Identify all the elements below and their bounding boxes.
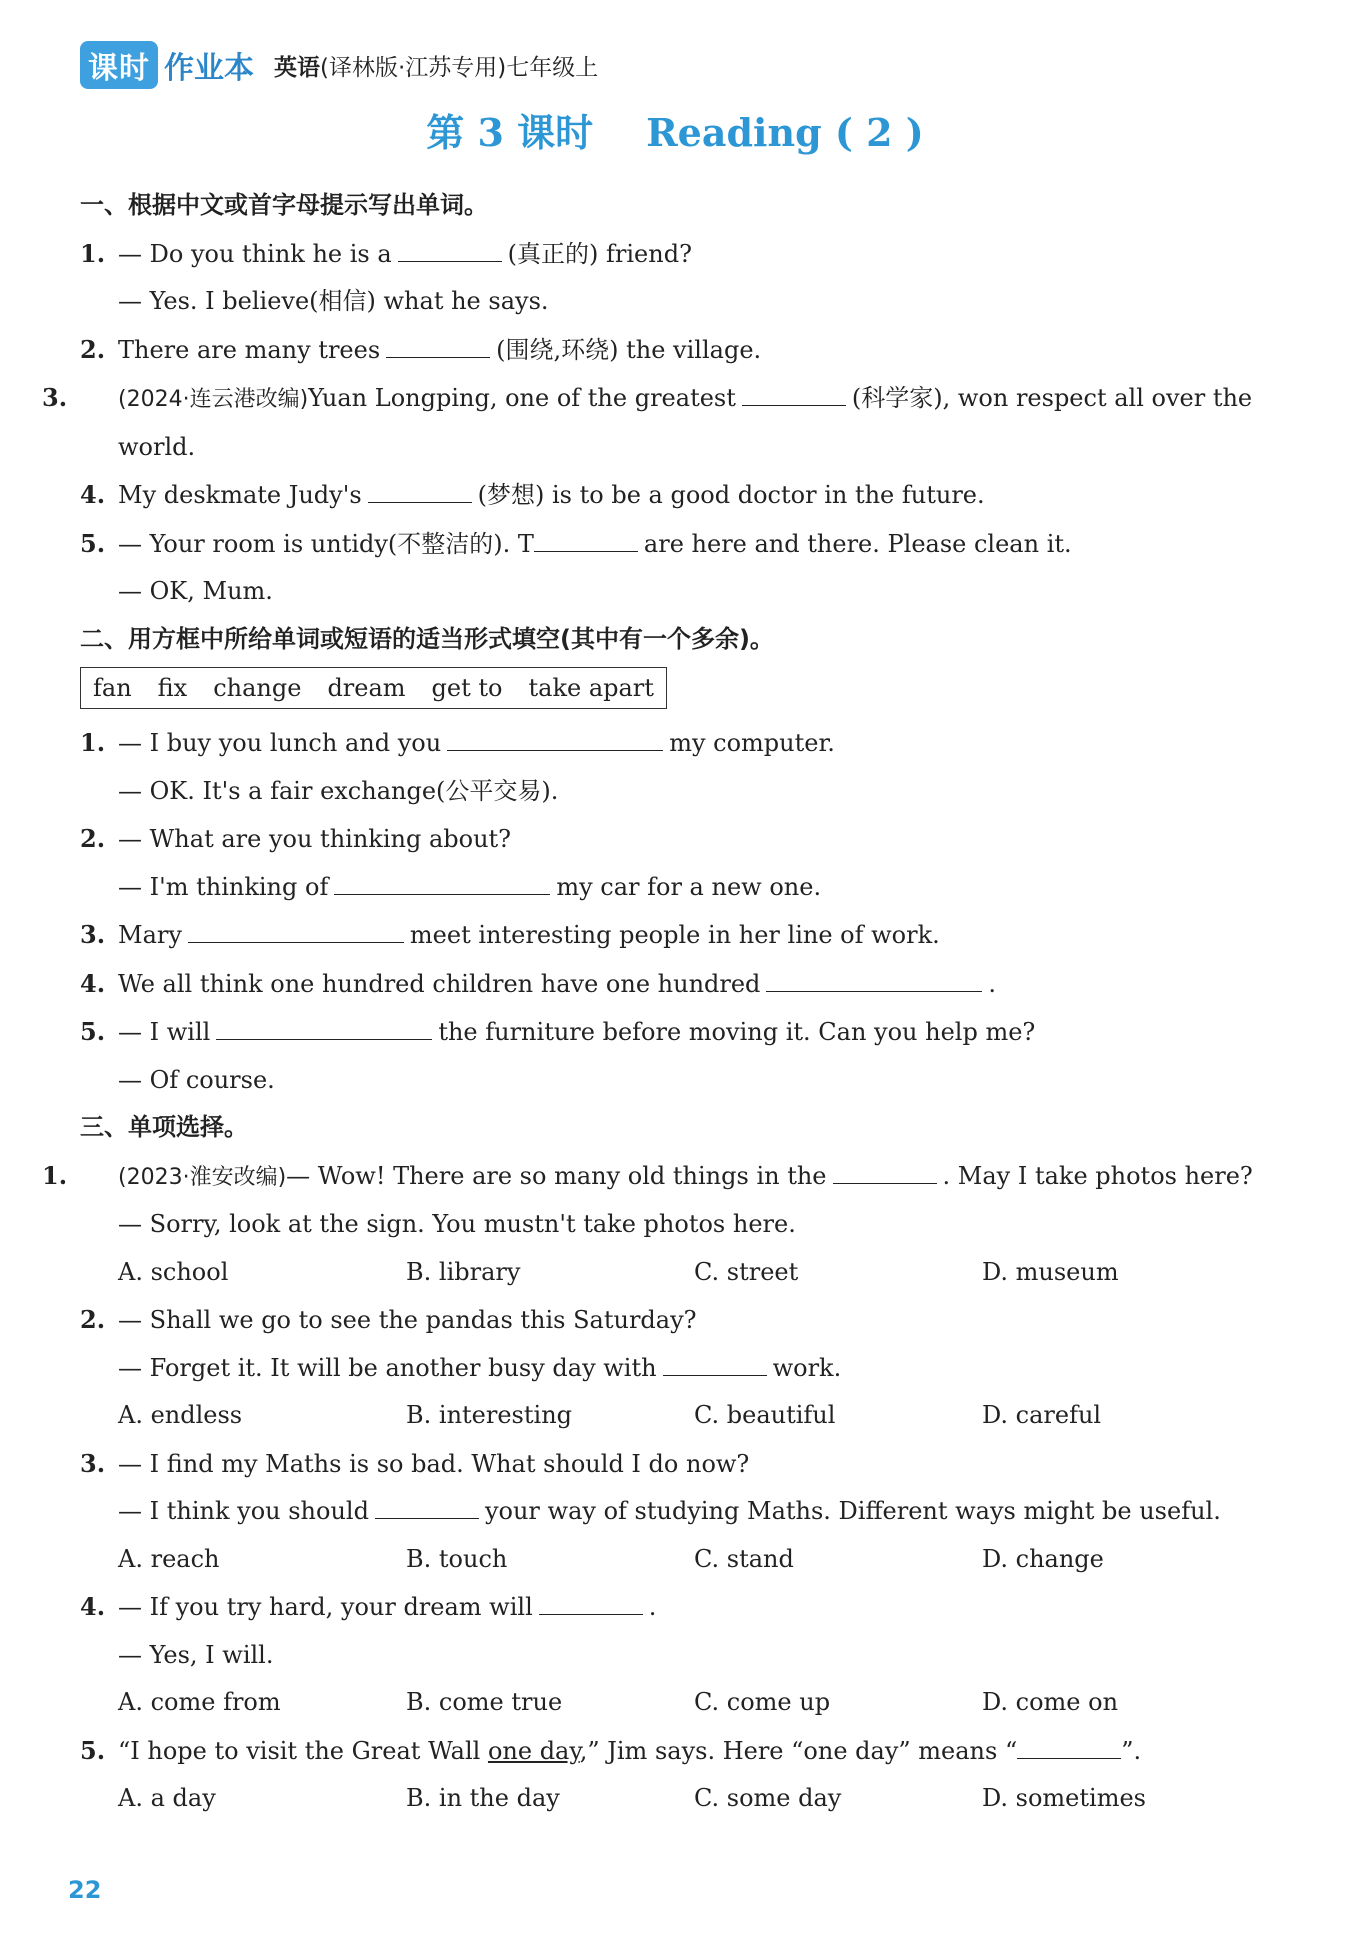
logo-text: 作业本 (164, 51, 254, 86)
question-number: 2. (80, 1305, 106, 1334)
question-text: (梦想) is to be a good doctor in the future. (477, 481, 985, 509)
question-text: ,” Jim says. Here “one day” means “ (579, 1736, 1018, 1765)
answer-blank[interactable] (663, 1349, 767, 1376)
s3-q1-reply: — Sorry, look at the sign. You mustn't take photos here. (118, 1210, 796, 1238)
s3-q2 (80, 1296, 1275, 1345)
s1-q5 (80, 520, 1275, 569)
word-item: get to (431, 674, 503, 702)
word-item: fix (157, 674, 188, 702)
section2-heading: 二、用方框中所给单词或短语的适当形式填空(其中有一个多余)。 (80, 624, 774, 653)
answer-blank[interactable] (447, 724, 663, 751)
question-number: 5. (80, 1017, 106, 1046)
question-number: 1. (80, 238, 106, 268)
s1-q1-reply: — Yes. I believe(相信) what he says. (118, 287, 549, 315)
s2-q5-reply: — Of course. (118, 1065, 275, 1094)
question-number: 3. (42, 383, 68, 412)
edition: (译林版·江苏专用)七年级上 (320, 54, 599, 81)
answer-blank[interactable] (216, 1013, 432, 1040)
question-text: — I'm thinking of (118, 872, 329, 901)
question-text: — I will (118, 1018, 211, 1046)
s2-q2 (80, 815, 1275, 864)
option-c[interactable]: C. stand (694, 1544, 794, 1573)
book-logo (80, 41, 254, 89)
s3-q4-reply: — Yes, I will. (118, 1640, 274, 1669)
answer-blank[interactable] (742, 379, 846, 406)
s2-q4 (80, 960, 1275, 1009)
option-d[interactable]: D. change (982, 1544, 1104, 1573)
word-item: take apart (528, 674, 654, 702)
word-item: dream (327, 674, 406, 702)
question-text: my car for a new one. (556, 872, 822, 901)
question-text: are here and there. Please clean it. (643, 529, 1072, 558)
question-number: 4. (80, 1592, 106, 1621)
option-d[interactable]: D. come on (982, 1688, 1119, 1716)
question-text: Yuan Longping, one of the greatest (308, 384, 736, 412)
question-text: — Wow! There are so many old things in the (286, 1161, 827, 1190)
option-a[interactable]: A. endless (118, 1401, 243, 1429)
s3-q5 (80, 1727, 1275, 1776)
question-text: . (988, 969, 997, 998)
question-number: 4. (80, 480, 106, 509)
s3-q1 (42, 1152, 1275, 1202)
option-a[interactable]: A. school (118, 1257, 229, 1286)
s1-q3 (42, 374, 1275, 471)
question-text: the furniture before moving it. Can you help me? (438, 1018, 1036, 1046)
answer-blank[interactable] (368, 476, 472, 503)
s3-q3-line2 (80, 1488, 1275, 1536)
subject: 英语 (274, 54, 320, 81)
word-box (80, 667, 667, 709)
question-number: 5. (80, 528, 106, 558)
option-d[interactable]: D. careful (982, 1401, 1102, 1429)
question-text: my computer. (669, 729, 835, 757)
option-a[interactable]: A. come from (118, 1688, 281, 1716)
logo-box: 课时 (80, 41, 158, 89)
answer-blank[interactable] (1017, 1732, 1121, 1759)
question-text: work. (772, 1353, 842, 1382)
question-text: (围绕,环绕) the village. (496, 335, 762, 364)
s2-q2-line2 (80, 864, 1275, 912)
question-text: (科学家), won respect all over the world. (118, 384, 1253, 461)
answer-blank[interactable] (766, 965, 982, 992)
question-number: 3. (80, 1448, 106, 1478)
book-info (274, 49, 598, 82)
word-box-row (80, 663, 1275, 719)
section1-heading: 一、根据中文或首字母提示写出单词。 (80, 191, 488, 219)
page-header (80, 42, 598, 88)
question-number: 1. (42, 1160, 68, 1190)
question-text: My deskmate Judy's (118, 481, 362, 509)
question-text: — If you try hard, your dream will (118, 1593, 533, 1621)
worksheet-content (42, 182, 1275, 1823)
option-c[interactable]: C. street (694, 1257, 799, 1286)
question-number: 5. (80, 1735, 106, 1765)
s1-q2 (80, 326, 1275, 375)
s3-q4-options (80, 1679, 1275, 1727)
s2-q1-reply: — OK. It's a fair exchange(公平交易). (118, 776, 559, 805)
option-c[interactable]: C. some day (694, 1784, 842, 1812)
s2-q1 (80, 719, 1275, 768)
question-text: — I find my Maths is so bad. What should I do now? (118, 1449, 750, 1478)
answer-blank[interactable] (375, 1492, 479, 1519)
s1-q5-reply: — OK, Mum. (118, 577, 273, 605)
s3-q1-options (80, 1249, 1275, 1297)
source-note: (2023·淮安改编) (118, 1164, 287, 1190)
question-text: — Forget it. It will be another busy day with (118, 1353, 657, 1382)
question-text: — Do you think he is a (118, 239, 392, 268)
option-a[interactable]: A. reach (118, 1544, 220, 1573)
question-text: meet interesting people in her line of work. (409, 921, 940, 949)
s1-q4 (80, 471, 1275, 520)
lesson-title: 第 3 课时 Reading ( 2 ) (426, 110, 924, 155)
option-c[interactable]: C. beautiful (694, 1401, 836, 1429)
s3-q3-options (80, 1536, 1275, 1584)
question-text: . (648, 1593, 657, 1621)
question-number: 4. (80, 968, 106, 998)
option-a[interactable]: A. a day (118, 1784, 216, 1812)
s3-q5-options (80, 1775, 1275, 1823)
source-note: (2024·连云港改编) (118, 387, 309, 412)
option-b[interactable]: B. interesting (406, 1401, 573, 1429)
question-number: 3. (80, 920, 106, 949)
s2-q5 (80, 1008, 1275, 1057)
option-c[interactable]: C. come up (694, 1688, 831, 1716)
question-text: — I buy you lunch and you (118, 729, 442, 757)
answer-blank[interactable] (188, 916, 404, 943)
s3-q3 (80, 1440, 1275, 1489)
question-text: . May I take photos here? (942, 1161, 1253, 1190)
word-item: change (213, 674, 302, 702)
page-number: 22 (68, 1876, 102, 1904)
question-text: There are many trees (118, 335, 381, 364)
answer-blank[interactable] (398, 235, 502, 262)
question-text: your way of studying Maths. Different ways might be useful. (484, 1497, 1221, 1525)
question-text: (真正的) friend? (507, 239, 692, 268)
question-text: We all think one hundred children have one hundred (118, 969, 761, 998)
answer-blank[interactable] (534, 525, 638, 552)
option-b[interactable]: B. library (406, 1257, 521, 1286)
option-b[interactable]: B. come true (406, 1688, 563, 1716)
answer-blank[interactable] (539, 1588, 643, 1615)
word-item: fan (93, 674, 132, 702)
question-text: — Your room is untidy(不整洁的). T (118, 529, 534, 558)
answer-blank[interactable] (386, 331, 490, 358)
s3-q4 (80, 1583, 1275, 1632)
question-text: Mary (118, 921, 182, 949)
answer-blank[interactable] (833, 1157, 937, 1184)
question-text: — What are you thinking about? (118, 825, 512, 853)
option-d[interactable]: D. sometimes (982, 1784, 1146, 1812)
s1-q1 (80, 230, 1275, 279)
question-text: “I hope to visit the Great Wall (118, 1736, 481, 1765)
question-number: 2. (80, 334, 106, 364)
option-b[interactable]: B. touch (406, 1544, 508, 1573)
option-b[interactable]: B. in the day (406, 1784, 560, 1812)
s3-q2-line2 (80, 1345, 1275, 1393)
s2-q3 (80, 911, 1275, 960)
question-number: 1. (80, 728, 106, 757)
section3-heading: 三、单项选择。 (80, 1113, 248, 1141)
option-d[interactable]: D. museum (982, 1257, 1119, 1286)
question-number: 2. (80, 824, 106, 853)
s3-q2-options (80, 1392, 1275, 1440)
underlined-phrase: one day (487, 1736, 580, 1765)
question-text: — Shall we go to see the pandas this Saturday? (118, 1306, 697, 1334)
question-text: ”. (1121, 1736, 1142, 1765)
question-text: — I think you should (118, 1497, 369, 1525)
answer-blank[interactable] (334, 868, 550, 895)
